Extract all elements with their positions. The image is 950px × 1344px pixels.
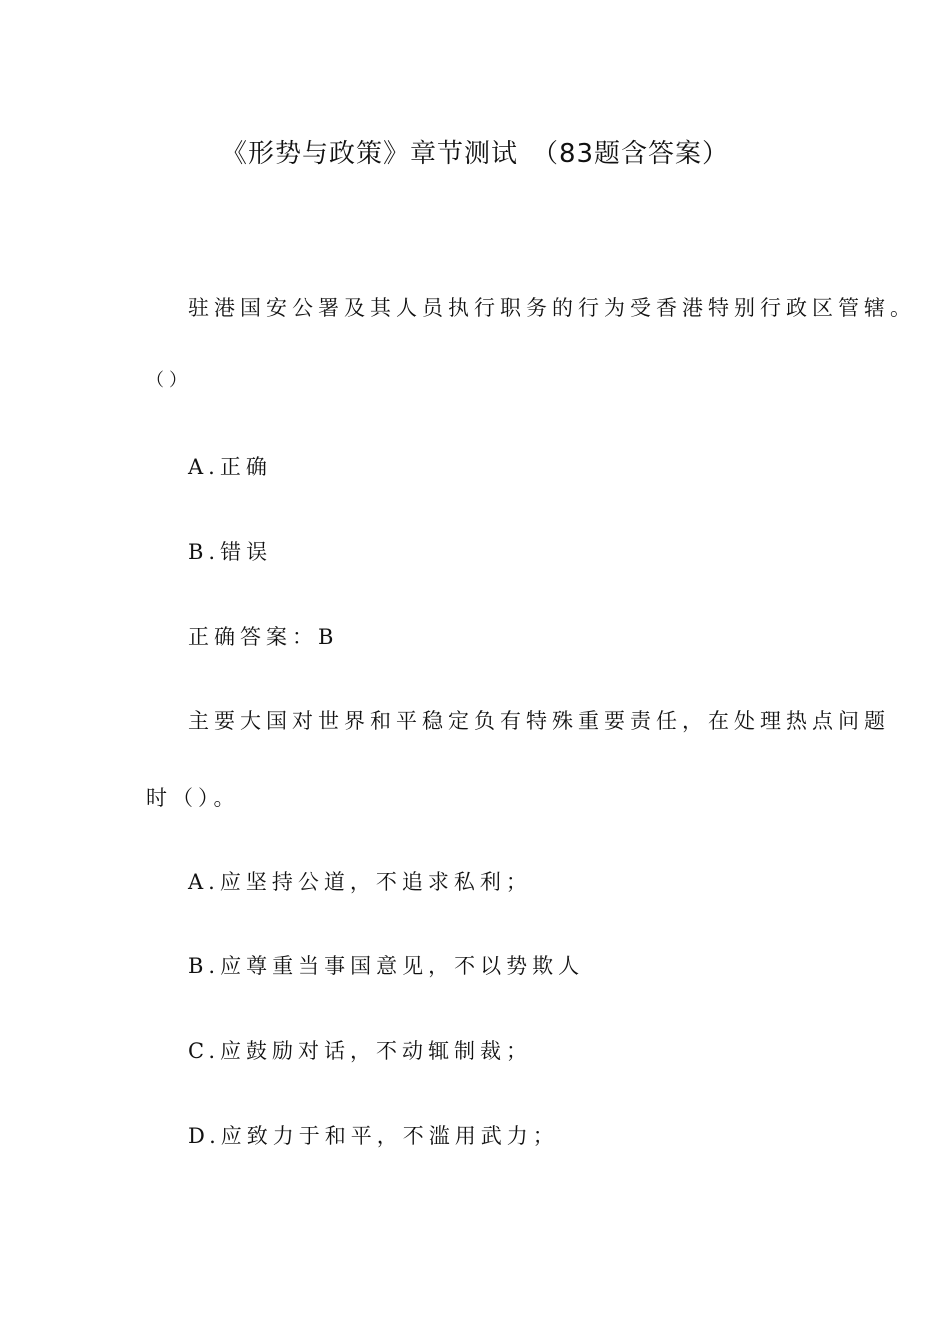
question-2-stem-line-2: 时（）。 [146,786,240,810]
question-2-option-b: B.应尊重当事国意见，不以势欺人 [188,954,585,978]
question-1-stem-line-2: （） [146,370,192,391]
question-1-option-b: B.错误 [188,540,273,564]
question-2-stem-line-1: 主要大国对世界和平稳定负有特殊重要责任，在处理热点问题 [188,709,890,733]
document-title: 《形势与政策》章节测试 （83题含答案） [220,139,730,169]
question-2-option-a: A.应坚持公道，不追求私利； [188,870,532,894]
question-1-option-a: A.正确 [188,455,272,479]
question-2-option-c: C.应鼓励对话，不动辄制裁； [188,1039,532,1063]
question-1-answer: 正确答案：B [188,625,339,649]
question-1-stem-line-1: 驻港国安公署及其人员执行职务的行为受香港特别行政区管辖。 [188,296,916,320]
question-2-option-d: D.应致力于和平，不滥用武力； [188,1124,559,1148]
